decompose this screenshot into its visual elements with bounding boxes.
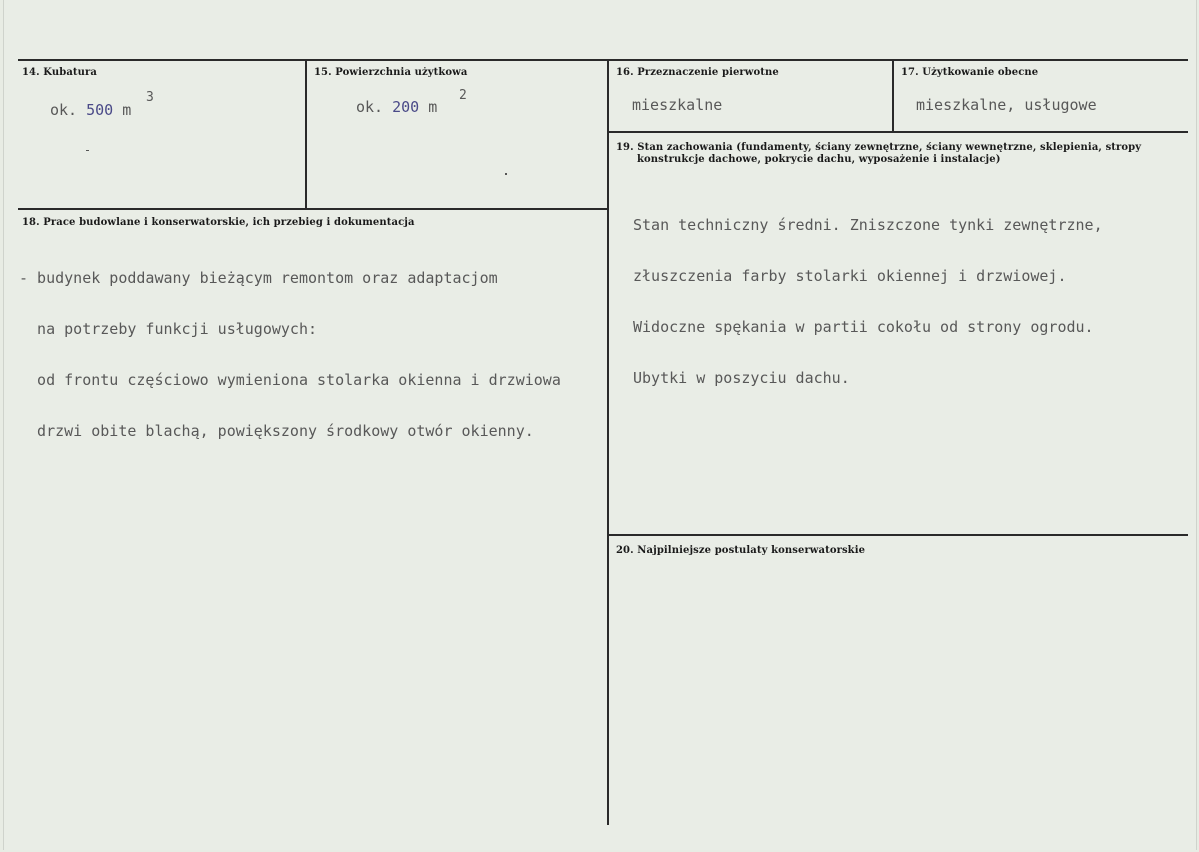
value-prefix: ok. [50, 101, 87, 119]
value-number: 500 [86, 101, 114, 119]
field-18-line: drzwi obite blachą, powiększony środkowy otwór okienny. [19, 422, 534, 440]
main-column-divider [607, 60, 609, 825]
field-20-label: 20. Najpilniejsze postulaty konserwatorskie [616, 545, 866, 556]
rule-above-20 [609, 534, 1188, 536]
top-rule [18, 59, 1188, 61]
field-19-line: złuszczenia farby stolarki okiennej i drzwiowej. [633, 267, 1067, 285]
field-17-label: 17. Użytkowanie obecne [901, 67, 1039, 78]
value-number: 200 [392, 98, 420, 116]
value-unit: m [113, 101, 132, 119]
field-19-line: Widoczne spękania w partii cokołu od strony ogrodu. [633, 318, 1094, 336]
field-14-label: 14. Kubatura [22, 67, 97, 78]
field-19-line: Ubytki w poszyciu dachu. [633, 369, 850, 387]
field-15-superscript: 2 [459, 88, 467, 103]
stray-mark [86, 150, 89, 151]
field-18-line: - budynek poddawany bieżącym remontom oraz adaptacjom [19, 269, 498, 287]
field-19-text [633, 183, 1103, 421]
field-19-line: Stan techniczny średni. Zniszczone tynki zewnętrzne, [633, 216, 1103, 234]
field-18-text [19, 236, 561, 474]
stray-dot [505, 173, 507, 175]
field-18-line: na potrzeby funkcji usługowych: [19, 320, 318, 338]
divider-14-15 [305, 60, 307, 209]
value-unit: m [419, 98, 447, 116]
field-19-label-line-2: konstrukcje dachowe, pokrycie dachu, wyposażenie i instalacje) [637, 154, 1001, 165]
field-14-value [50, 102, 131, 119]
field-15-label: 15. Powierzchnia użytkowa [314, 67, 468, 78]
field-14-superscript: 3 [146, 90, 154, 105]
rule-below-16-17 [609, 131, 1188, 133]
field-15-value [356, 99, 446, 116]
field-18-line: od frontu częściowo wymieniona stolarka okienna i drzwiowa [19, 371, 561, 389]
field-16-value: mieszkalne [632, 96, 723, 114]
field-19-label-line-1: 19. Stan zachowania (fundamenty, ściany zewnętrzne, ściany wewnętrzne, sklepienia, stropy [616, 142, 1142, 153]
field-17-value: mieszkalne, usługowe [916, 96, 1097, 114]
field-18-label: 18. Prace budowlane i konserwatorskie, ich przebieg i dokumentacja [22, 217, 415, 228]
field-16-label: 16. Przeznaczenie pierwotne [616, 67, 779, 78]
value-prefix: ok. [356, 98, 393, 116]
divider-16-17 [892, 60, 894, 133]
rule-above-18 [18, 208, 609, 210]
record-card [3, 0, 1197, 850]
